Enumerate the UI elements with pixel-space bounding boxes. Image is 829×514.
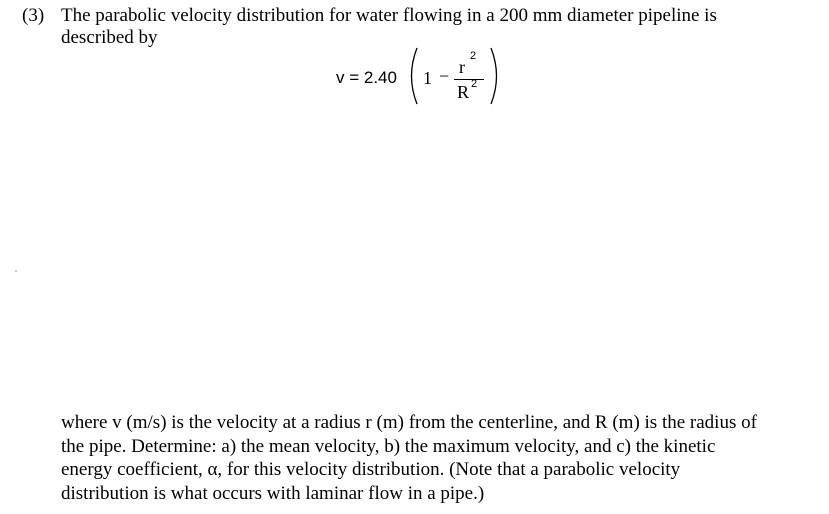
left-parenthesis-icon — [404, 46, 420, 106]
denominator-exponent: 2 — [471, 78, 478, 90]
velocity-equation — [0, 0, 829, 130]
equation-lhs: v = 2.40 — [336, 68, 397, 87]
body-line: the pipe. Determine: a) the mean velocity, b) the maximum velocity, and c) the kinetic — [61, 435, 716, 457]
fraction-denominator: R — [457, 82, 470, 102]
fraction-numerator: r — [459, 57, 465, 77]
right-parenthesis-icon — [488, 46, 504, 106]
numerator-exponent: 2 — [470, 50, 477, 62]
problem-body — [61, 411, 811, 505]
body-line: distribution is what occurs with laminar flow in a pipe.) — [61, 482, 485, 504]
scan-speck — [15, 270, 17, 272]
equation-minus: − — [439, 66, 450, 86]
fraction-bar — [454, 79, 484, 80]
problem-number: (3) — [22, 5, 45, 26]
intro-line: described by — [61, 27, 158, 48]
body-line: where v (m/s) is the velocity at a radius r (m) from the centerline, and R (m) is the radius of — [61, 412, 757, 433]
body-line: energy coefficient, α, for this velocity distribution. (Note that a parabolic velocity — [61, 459, 681, 481]
intro-line: The parabolic velocity distribution for water flowing in a 200 mm diameter pipeline is — [61, 5, 717, 26]
equation-one: 1 — [423, 68, 432, 88]
